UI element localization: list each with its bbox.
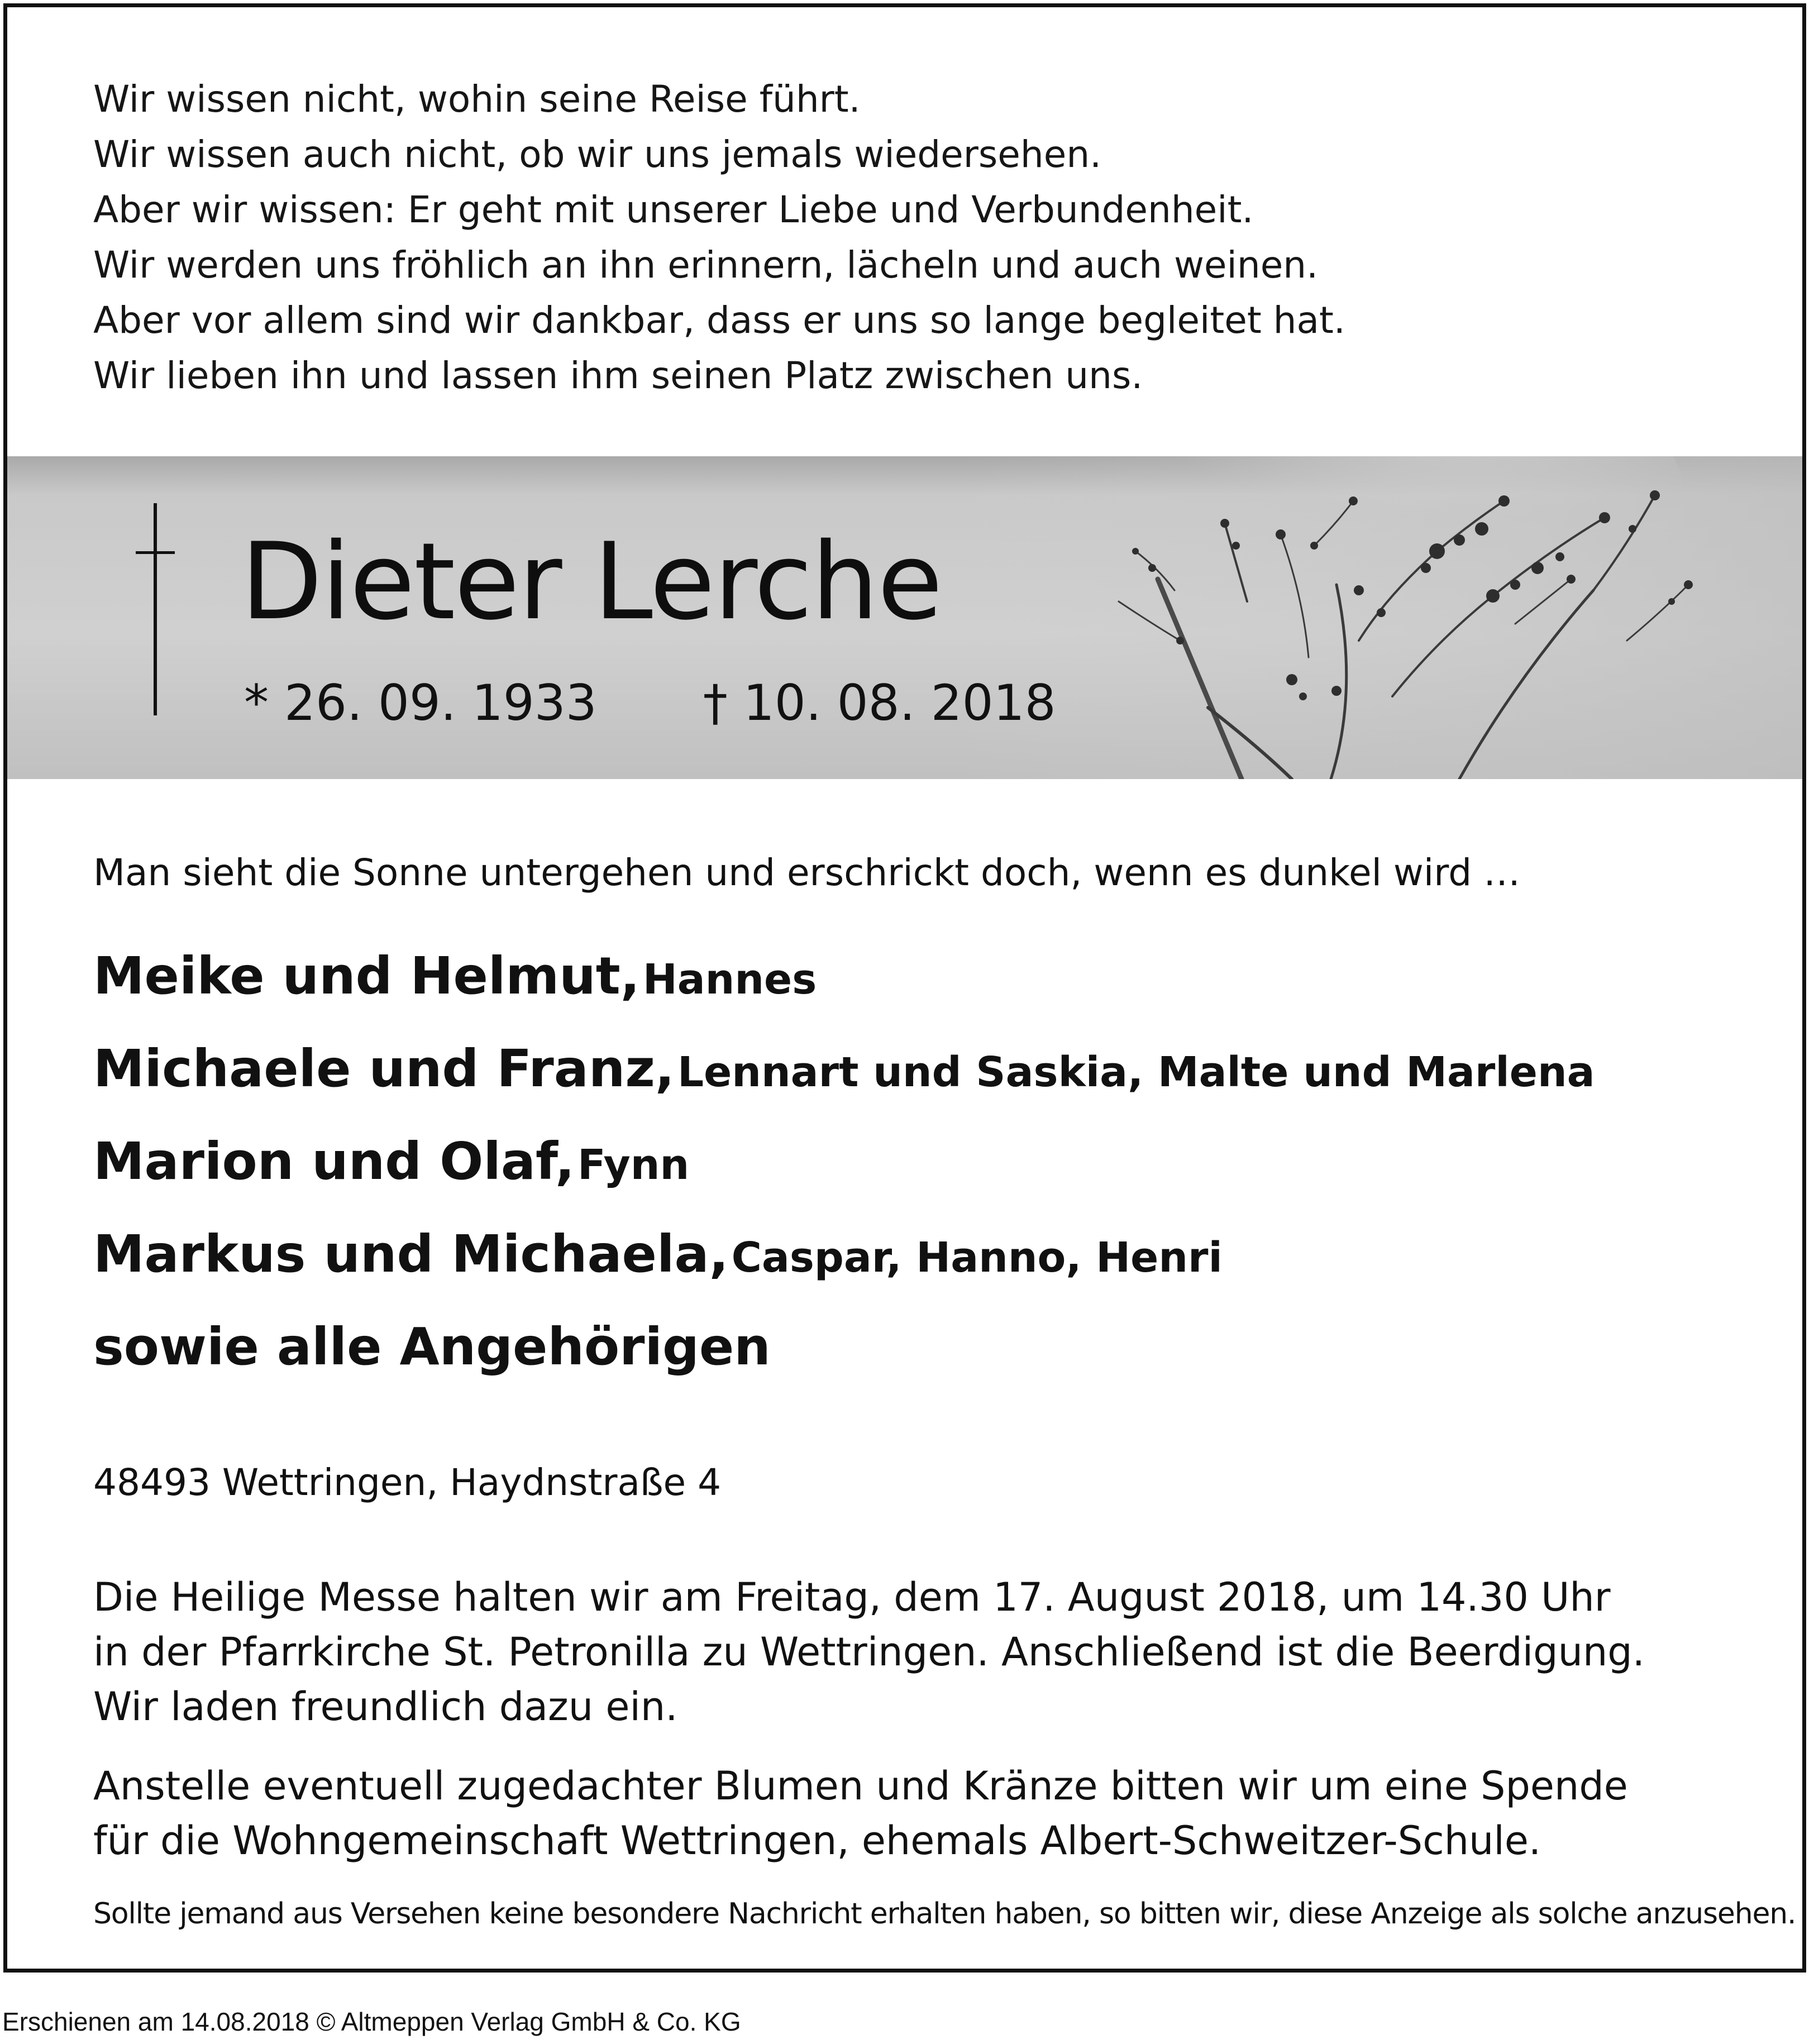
- poem-line: Wir werden uns fröhlich an ihn erinnern, lächeln und auch weinen.: [93, 243, 1319, 286]
- poem-line: Wir lieben ihn und lassen ihm seinen Platz zwischen uns.: [93, 354, 1143, 397]
- mourner-row: [93, 1027, 1769, 1120]
- mourner-couple: Marion und Olaf,: [93, 1131, 575, 1191]
- mourner-row: [93, 934, 1769, 1027]
- mourner-row: [93, 1305, 1769, 1398]
- mourners-list: [93, 934, 1769, 1398]
- mourner-children: Caspar, Hanno, Henri: [731, 1234, 1223, 1282]
- poem-line: Wir wissen nicht, wohin seine Reise führt.: [93, 78, 861, 121]
- donation-line: für die Wohngemeinschaft Wettringen, ehemals Albert-Schweitzer-Schule.: [93, 1818, 1541, 1864]
- mourner-children: Hannes: [642, 956, 817, 1004]
- mourner-relatives: sowie alle Angehörigen: [93, 1317, 771, 1377]
- sunset-quote: Man sieht die Sonne untergehen und erschrickt doch, wenn es dunkel wird …: [93, 851, 1521, 894]
- life-dates: [244, 675, 1056, 731]
- mass-line: in der Pfarrkirche St. Petronilla zu Wettringen. Anschließend ist die Beerdigung.: [93, 1629, 1645, 1675]
- deceased-name: Dieter Lerche: [241, 520, 942, 643]
- donation-line: Anstelle eventuell zugedachter Blumen und Kränze bitten wir um eine Spende: [93, 1763, 1628, 1809]
- mourner-row: [93, 1120, 1769, 1212]
- birth-date: * 26. 09. 1933: [244, 674, 597, 732]
- name-banner: [7, 456, 1802, 779]
- mourner-children: Fynn: [577, 1141, 690, 1189]
- mourner-row: [93, 1212, 1769, 1305]
- mourner-couple: Meike und Helmut,: [93, 946, 640, 1006]
- obituary-frame: [3, 3, 1806, 1973]
- cross-icon: [136, 503, 175, 715]
- notice: Sollte jemand aus Versehen keine besondere Nachricht erhalten haben, so bitten wir, diese Anzeige als solche anzusehen.: [93, 1897, 1796, 1931]
- mass-line: Wir laden freundlich dazu ein.: [93, 1684, 678, 1730]
- mourner-couple: Michaele und Franz,: [93, 1039, 675, 1099]
- poem-line: Aber vor allem sind wir dankbar, dass er uns so lange begleitet hat.: [93, 299, 1345, 342]
- mourner-couple: Markus und Michaela,: [93, 1224, 729, 1284]
- death-date: † 10. 08. 2018: [703, 674, 1056, 732]
- poem: [93, 71, 1741, 403]
- poem-line: Wir wissen auch nicht, ob wir uns jemals wiedersehen.: [93, 133, 1102, 176]
- donation-info: [93, 1759, 1769, 1868]
- address: 48493 Wettringen, Haydnstraße 4: [93, 1461, 722, 1504]
- mass-line: Die Heilige Messe halten wir am Freitag, dem 17. August 2018, um 14.30 Uhr: [93, 1574, 1611, 1620]
- publication-footer: Erschienen am 14.08.2018 © Altmeppen Verlag GmbH & Co. KG: [2, 2007, 741, 2036]
- mass-info: [93, 1570, 1769, 1734]
- mourner-children: Lennart und Saskia, Malte und Marlena: [677, 1048, 1595, 1096]
- poem-line: Aber wir wissen: Er geht mit unserer Liebe und Verbundenheit.: [93, 188, 1254, 231]
